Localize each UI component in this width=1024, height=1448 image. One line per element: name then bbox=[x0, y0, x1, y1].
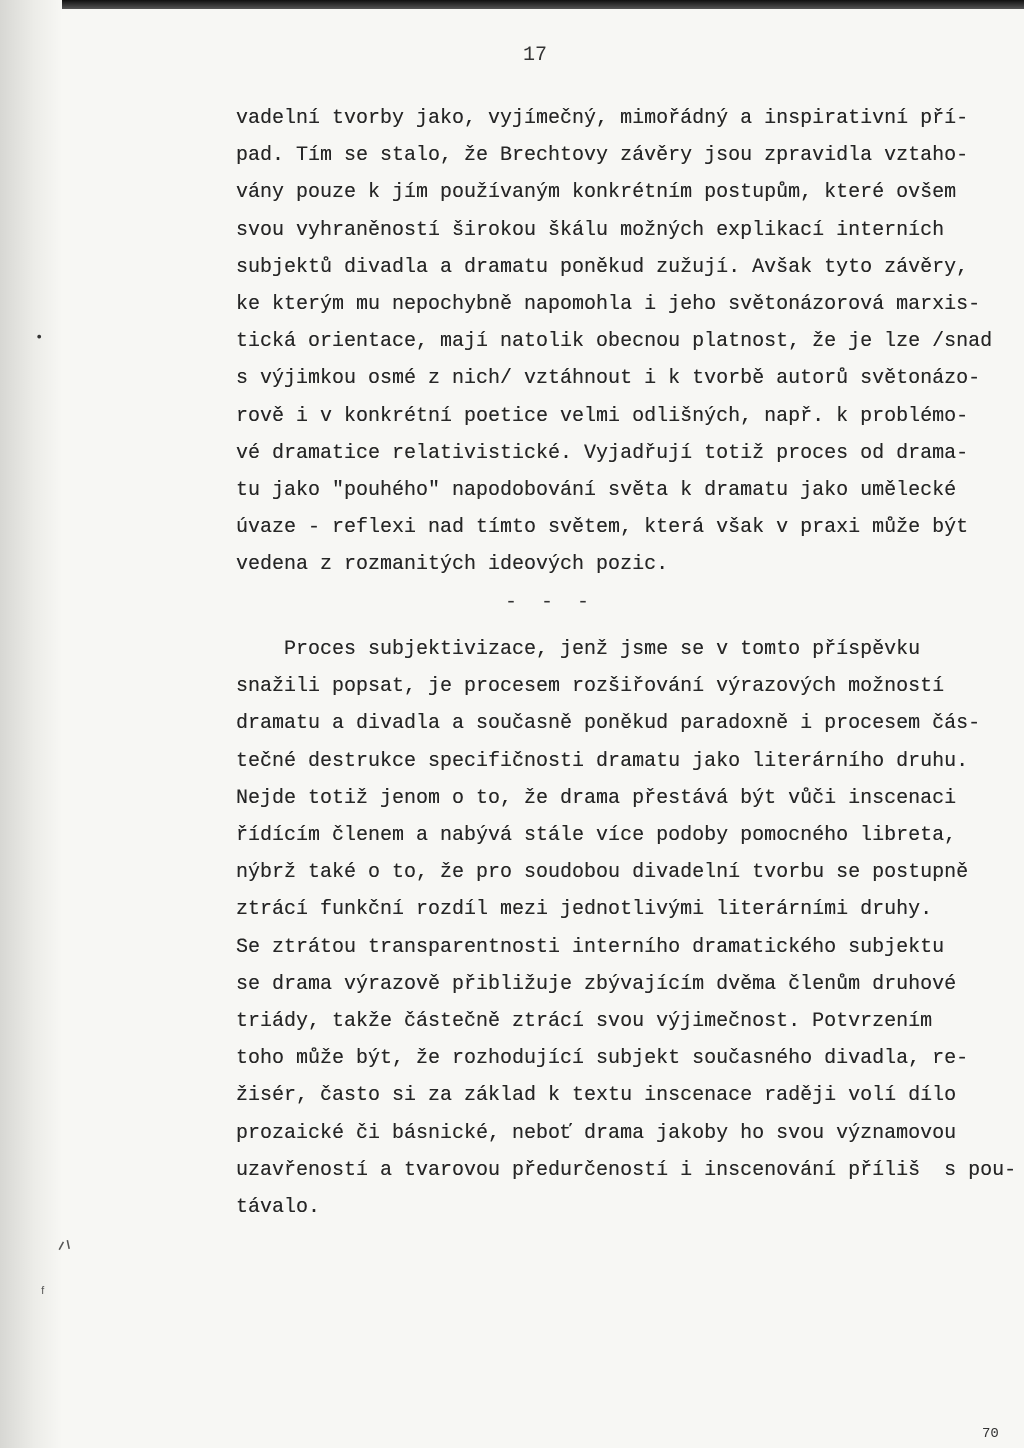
text-line: triády, takže částečně ztrácí svou výjimečnost. Potvrzením bbox=[236, 1010, 933, 1034]
text-line: vadelní tvorby jako, vyjímečný, mimořádný a inspirativní pří- bbox=[236, 107, 969, 130]
paragraph-2 bbox=[236, 631, 1017, 1226]
text-line: vé dramatice relativistické. Vyjadřují totiž proces od drama- bbox=[236, 441, 969, 465]
text-line: pad. Tím se stalo, že Brechtovy závěry jsou zpravidla vztaho- bbox=[236, 144, 969, 168]
text-line: távalo. bbox=[236, 1196, 321, 1220]
text-line: svou vyhraněností širokou škálu možných explikací interních bbox=[236, 218, 945, 242]
text-line: s výjimkou osmé z nich/ vztáhnout i k tvorbě autorů světonázo- bbox=[236, 367, 981, 391]
text-line: ztrácí funkční rozdíl mezi jednotlivými literárními druhy. bbox=[236, 898, 933, 922]
text-line: subjektů divadla a dramatu poněkud zužují. Avšak tyto závěry, bbox=[236, 255, 969, 279]
text-line: tečné destrukce specifičnosti dramatu jako literárního druhu. bbox=[236, 749, 969, 773]
text-line: žisér, často si za základ k textu inscenace raději volí dílo bbox=[236, 1084, 957, 1108]
text-line: Proces subjektivizace, jenž jsme se v tomto příspěvku bbox=[236, 638, 921, 661]
scan-top-border bbox=[0, 0, 1024, 9]
margin-scribble-mark: ᐟᑊ bbox=[55, 1237, 75, 1266]
text-line: úvaze - reflexi nad tímto světem, která však v praxi může být bbox=[236, 516, 969, 540]
text-line: tická orientace, mají natolik obecnou platnost, že je lze /snad bbox=[236, 330, 993, 354]
paragraph-1 bbox=[236, 100, 993, 584]
text-line: tu jako "pouhého" napodobování světa k dramatu jako umělecké bbox=[236, 479, 957, 503]
scan-left-shadow bbox=[0, 0, 62, 1448]
corner-mark: 70 bbox=[982, 1426, 999, 1442]
text-line: ke kterým mu nepochybně napomohla i jeho světonázorová marxis- bbox=[236, 293, 981, 317]
section-break: - - - bbox=[504, 591, 595, 614]
text-line: prozaické či básnické, neboť drama jakoby ho svou významovou bbox=[236, 1121, 957, 1145]
margin-scribble-mark: ᶠ bbox=[38, 1285, 48, 1303]
text-line: Nejde totiž jenom o to, že drama přestává být vůči inscenaci bbox=[236, 786, 957, 810]
margin-dot-mark: • bbox=[35, 330, 44, 346]
text-line: rově i v konkrétní poetice velmi odlišných, např. k problémo- bbox=[236, 404, 969, 428]
text-line: nýbrž také o to, že pro soudobou divadelní tvorbu se postupně bbox=[236, 861, 969, 885]
text-line: toho může být, že rozhodující subjekt současného divadla, re- bbox=[236, 1047, 969, 1071]
text-line: vedena z rozmanitých ideových pozic. bbox=[236, 553, 669, 577]
text-line: dramatu a divadla a současně poněkud paradoxně i procesem čás- bbox=[236, 712, 981, 736]
text-line: uzavřeností a tvarovou předurčeností i inscenování příliš s pou- bbox=[236, 1158, 1017, 1182]
text-line: snažili popsat, je procesem rozšiřování výrazových možností bbox=[236, 675, 945, 699]
page-number: 17 bbox=[522, 44, 547, 67]
text-line: Se ztrátou transparentnosti interního dramatického subjektu bbox=[236, 935, 945, 959]
text-line: se drama výrazově přibližuje zbývajícím dvěma členům druhové bbox=[236, 972, 957, 996]
text-line: řídícím členem a nabývá stále více podoby pomocného libreta, bbox=[236, 824, 957, 848]
text-line: vány pouze k jím používaným konkrétním postupům, které ovšem bbox=[236, 181, 957, 205]
